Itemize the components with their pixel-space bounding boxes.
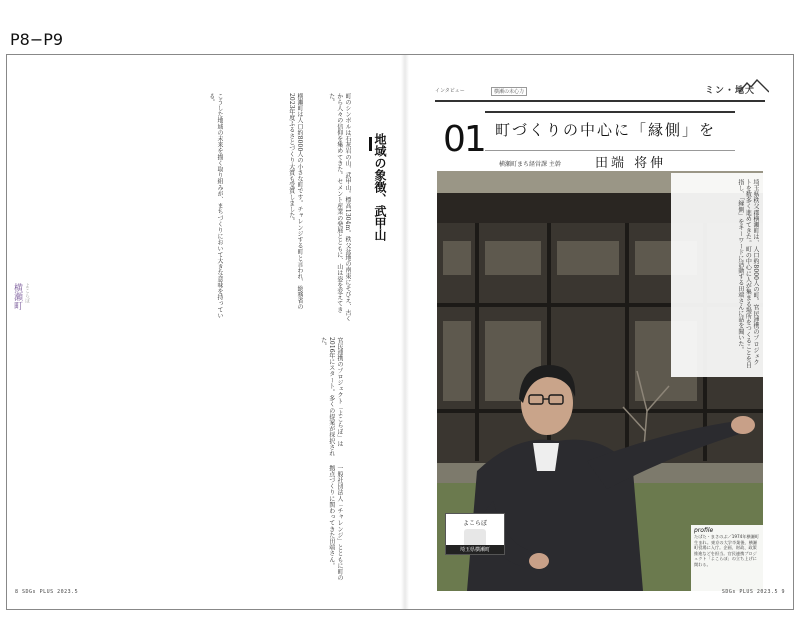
header-rule xyxy=(435,100,765,102)
body-column-3: こうした地域の未来を描く取り組みが、まちづくりにおいて大きな意味を持っている。 xyxy=(207,93,223,319)
badge-top: よこらぼ xyxy=(462,520,487,527)
body-column-1: 町のシンボルは石灰岩の山、武甲山。標高1304m。秩父盆地の南東にそびえ、古くから人々の信仰を集めてきた。セメント産業の発展とともに、山は姿を変えてきた。 xyxy=(327,93,351,322)
body-column-4: 官民連携のプロジェクト「よこらぼ」は2016年にスタート。多くの提案が採択された。 xyxy=(319,337,343,457)
left-page xyxy=(7,55,401,610)
section-heading: 地域の象徴、武甲山 xyxy=(373,133,387,241)
interviewee-name: 田端 将伸 xyxy=(595,156,667,171)
article-title: 町づくりの中心に「縁側」を xyxy=(495,121,717,139)
affiliation: 横瀬町まち経営課 主幹 xyxy=(499,161,561,168)
side-tab-small: よこらぼ xyxy=(24,283,30,303)
series-label: 横瀬の未心力 xyxy=(491,87,527,96)
magazine-spread xyxy=(6,54,794,610)
badge-bottom: 埼玉県横瀬町 xyxy=(446,545,504,554)
profile-box xyxy=(691,525,763,595)
lead-box xyxy=(671,173,763,377)
logo-text: ミン・地大 xyxy=(704,86,755,96)
location-badge xyxy=(445,513,505,555)
gutter xyxy=(401,55,409,610)
profile-body: たばた・まさのぶ／1974年横瀬町生まれ。東京の大学卒業後、横瀬町役場に入庁。企画、財政、政策推進などを担当。官民連携プロジェクト「よこらぼ」の立ち上げに関わる。 xyxy=(694,534,760,567)
side-tab-label: 横瀬町 xyxy=(12,283,22,310)
interview-label: インタビュー xyxy=(435,88,465,94)
folio-right: SDGs PLUS 2023.5 9 xyxy=(721,589,785,595)
interview-bar xyxy=(435,87,765,97)
body-column-5: 一般社団法人「チャレンジ」とともに町の拠点づくりに関わってきた田端さん。 xyxy=(327,465,343,581)
profile-heading: profile xyxy=(694,527,714,534)
right-page xyxy=(409,55,794,610)
side-tab xyxy=(12,283,31,310)
folio-left: 8 SDGs PLUS 2023.5 xyxy=(15,589,79,595)
page-label: P8−P9 xyxy=(10,30,64,49)
body-column-2: 横瀬町は人口約8000人の小さな町です。チャレンジする町と言われ、総務省の2023年度ふるさとづくり大賞も受賞しました。 xyxy=(287,93,303,310)
lead-text: 埼玉県秩父郡横瀬町は、人口約8000人の町。官民連携のプロジェクトを数多く進めてきた。町の中心に人が集まる場所をつくることを目指し、「縁側」をキーワードに活動する田端さんに話を聞いた。 xyxy=(736,179,759,369)
article-number: 01 xyxy=(443,119,485,160)
mountain-icon xyxy=(739,79,769,93)
